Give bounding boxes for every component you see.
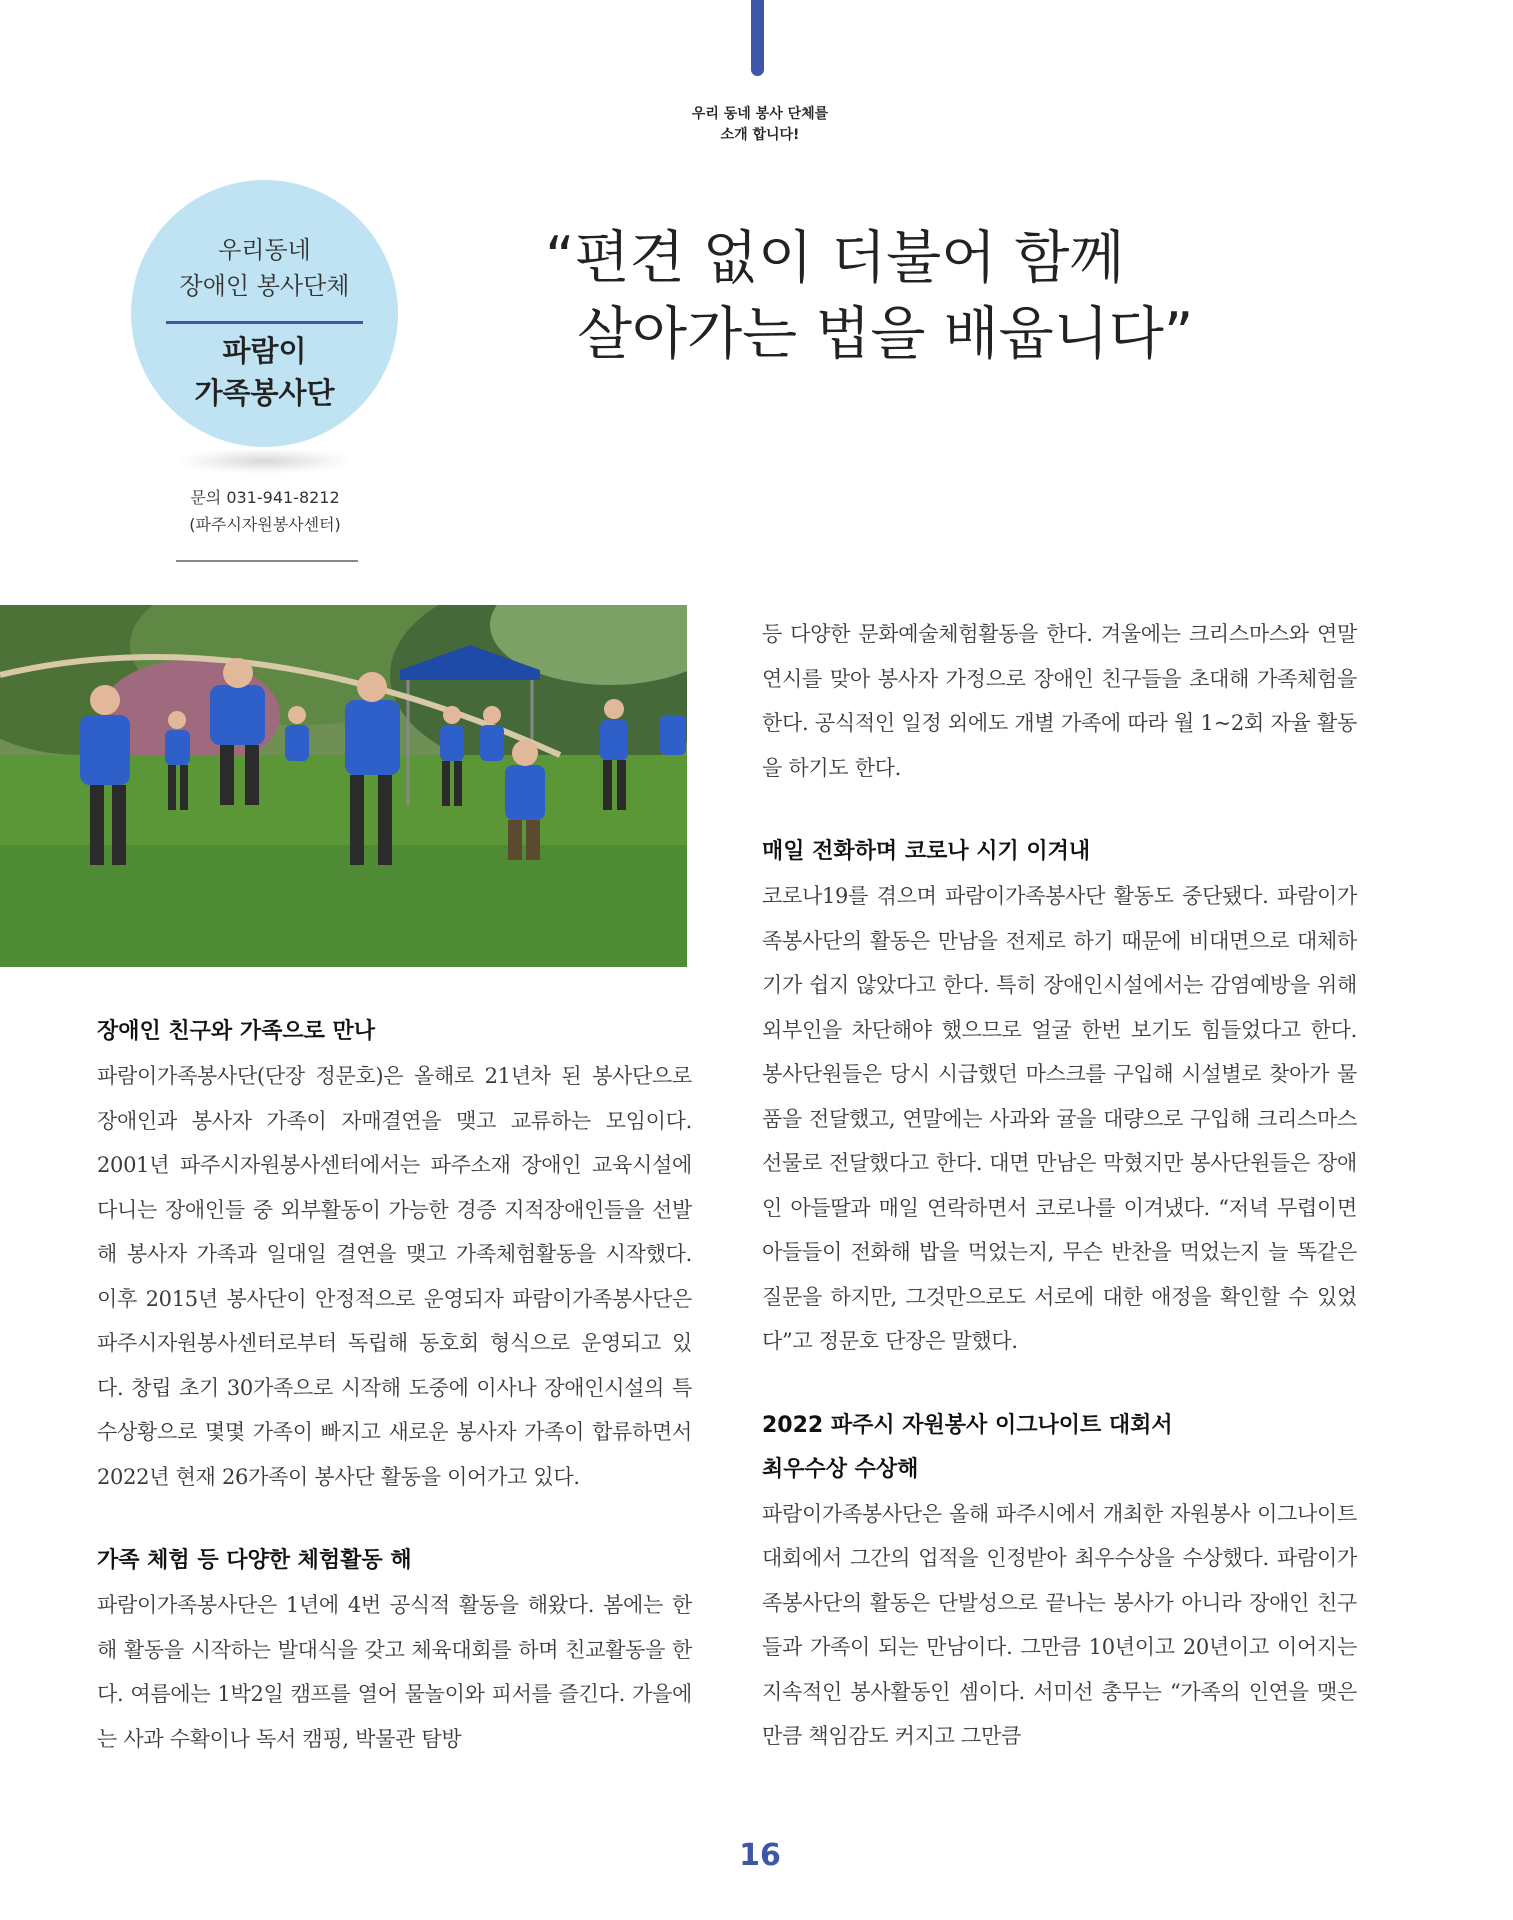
section-gap xyxy=(762,1364,1357,1404)
right-column xyxy=(762,612,1357,1759)
badge-name2: 가족봉사단 xyxy=(194,376,335,410)
section-body-1: 파람이가족봉사단(단장 정문호)은 올해로 21년차 된 봉사단으로 장애인과 봉사자 가족이 자매결연을 맺고 교류하는 모임이다. 2001년 파주시자원봉사센터에서는 파주소재 장애인 교육시설에 다니는 장애인들 중 외부활동이 가능한 경증 지적장애인들을 선발해 봉사자 가족과 일대일 결연을 맺고 가족체험활동을 시작했다. 이후 2015년 봉사단이 안정적으로 운영되자 파람이가족봉사단은 파주시자원봉사센터로부터 독립해 동호회 형식으로 운영되고 있다. 창립 초기 30가족으로 시작해 도중에 이사나 장애인시설의 특수상황으로 몇몇 가족이 빠지고 새로운 봉사자 가족이 합류하면서 2022년 현재 26가족이 봉사단 활동을 이어가고 있다. xyxy=(97,1064,692,1489)
section-heading-4-line1: 2022 파주시 자원봉사 이그나이트 대회서 xyxy=(762,1412,1173,1438)
section-body-4: 파람이가족봉사단은 올해 파주시에서 개최한 자원봉사 이그나이트 대회에서 그간의 업적을 인정받아 최우수상을 수상했다. 파람이가족봉사단의 활동은 단발성으로 끝나는 봉사가 아니라 장애인 친구들과 가족이 되는 만남이다. 그만큼 10년이고 20년이고 이어지는 지속적인 봉사활동인 셈이다. 서미선 총무는 “가족의 인연을 맺은 만큼 책임감도 커지고 그만큼 xyxy=(762,1501,1357,1748)
badge-category xyxy=(131,232,398,304)
page-number: 16 xyxy=(739,1838,781,1873)
badge-group-name xyxy=(131,330,398,414)
section-gap xyxy=(762,790,1357,830)
contact-rule xyxy=(176,560,358,562)
left-column xyxy=(97,1010,692,1761)
headline-line2: 살아가는 법을 배웁니다” xyxy=(577,301,1194,367)
badge-shadow xyxy=(175,448,355,474)
badge-line1: 우리동네 xyxy=(218,236,311,264)
section-body-3: 코로나19를 겪으며 파람이가족봉사단 활동도 중단됐다. 파람이가족봉사단의 활동은 만남을 전제로 하기 때문에 비대면으로 대체하기가 쉽지 않았다고 한다. 특히 장애인시설에서는 감염예방을 위해 외부인을 차단해야 했으므로 얼굴 한번 보기도 힘들었다고 한다. 봉사단원들은 당시 시급했던 마스크를 구입해 시설별로 찾아가 물품을 전달했고, 연말에는 사과와 귤을 대량으로 구입해 크리스마스 선물로 전달했다고 한다. 대면 만남은 막혔지만 봉사단원들은 장애인 아들딸과 매일 연락하면서 코로나를 이겨냈다. “저녁 무렵이면 아들들이 전화해 밥을 먹었는지, 무슨 반찬을 먹었는지 늘 똑같은 질문을 하지만, 그것만으로도 서로에 대한 애정을 확인할 수 있었다”고 정문호 단장은 말했다. xyxy=(762,884,1357,1353)
headline xyxy=(545,220,1305,372)
section-body-2-continued: 등 다양한 문화예술체험활동을 한다. 겨울에는 크리스마스와 연말연시를 맞아 봉사자 가정으로 장애인 친구들을 초대해 가족체험을 한다. 공식적인 일정 외에도 개별 가족에 따라 월 1~2회 자율 활동을 하기도 한다. xyxy=(762,622,1357,780)
section-heading-3: 매일 전화하며 코로나 시기 이겨내 xyxy=(762,839,1091,864)
series-title xyxy=(640,104,880,146)
top-accent-bar xyxy=(751,0,764,76)
group-badge xyxy=(131,180,398,447)
contact-phone: 문의 031-941-8212 xyxy=(190,488,340,507)
series-title-line1: 우리 동네 봉사 단체를 xyxy=(691,106,829,122)
section-heading-2: 가족 체험 등 다양한 체험활동 해 xyxy=(97,1548,412,1573)
section-body-2: 파람이가족봉사단은 1년에 4번 공식적 활동을 해왔다. 봄에는 한해 활동을 시작하는 발대식을 갖고 체육대회를 하며 친교활동을 한다. 여름에는 1박2일 캠프를 열어 물놀이와 피서를 즐긴다. 가을에는 사과 수확이나 독서 캠핑, 박물관 탐방 xyxy=(97,1593,692,1751)
badge-divider xyxy=(166,321,363,324)
section-heading-4-line2: 최우수상 수상해 xyxy=(762,1456,919,1482)
section-heading-1: 장애인 친구와 가족으로 만나 xyxy=(97,1019,376,1044)
group-photo xyxy=(0,605,687,967)
contact-org: (파주시자원봉사센터) xyxy=(189,515,341,534)
badge-name1: 파람이 xyxy=(222,334,307,368)
series-title-line2: 소개 합니다! xyxy=(720,127,800,143)
badge-line2: 장애인 봉사단체 xyxy=(179,272,350,300)
section-gap xyxy=(97,1499,692,1539)
headline-line1: “편견 없이 더불어 함께 xyxy=(545,225,1125,291)
contact-info xyxy=(150,484,380,538)
